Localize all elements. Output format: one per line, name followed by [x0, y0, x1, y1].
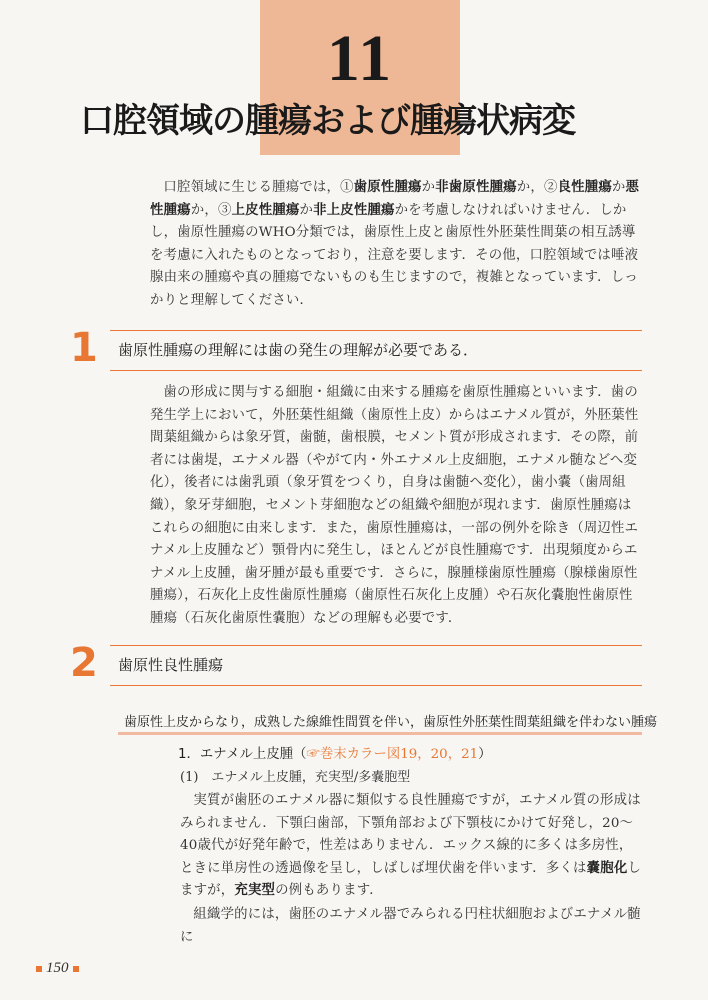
intro-paragraph: 口腔領域に生じる腫瘍では，①歯原性腫瘍か非歯原性腫瘍か，②良性腫瘍か悪性腫瘍か，③上皮性腫瘍か非上皮性腫瘍かを考慮しなければいけません．しかし，歯原性腫瘍のWHO分類では，歯原性上皮と歯原性外胚葉性間葉の相互誘導を考慮に入れたものとなっており，注意を要します．その他，口腔領域では唾液腺由来の腫瘍や真の腫瘍でないものも生じますので，複雑となっています．しっかりと理解してください．	[150, 180, 640, 308]
section-rule	[110, 370, 642, 371]
section-title: 歯原性腫瘍の理解には歯の発生の理解が必要である．	[118, 341, 479, 359]
section-rule	[110, 330, 642, 331]
section-number: 1	[70, 325, 98, 371]
page-number-marker	[36, 966, 42, 972]
section-2-heading	[70, 640, 642, 687]
section-title: 歯原性良性腫瘍	[118, 656, 224, 674]
ameloblastoma-paragraph-1: 実質が歯胚のエナメル器に類似する良性腫瘍ですが，エナメル質の形成はみられません．下顎臼歯部，下顎角部および下顎枝にかけて好発し，20～40歳代が好発年齢で，性差はありません．エックス線的に多くは多房性，ときに単房性の透過像を呈し，しばしば埋伏歯を伴います．多くは嚢胞化しますが，充実型の例もあります．	[180, 793, 642, 899]
ameloblastoma-paragraph-2: 組織学的には，歯胚のエナメル器でみられる円柱状細胞およびエナメル髄に	[180, 907, 641, 945]
page-number-marker	[73, 966, 79, 972]
color-figure-reference: ☞巻末カラー図19，20，21	[306, 747, 479, 762]
chapter-number: 11	[326, 22, 394, 95]
section-rule	[110, 645, 642, 646]
subsection-subtitle: 歯原性上皮からなり，成熟した線維性間質を伴い，歯原性外胚葉性間葉組織を伴わない腫瘍	[118, 713, 642, 735]
section-1-paragraph: 歯の形成に関与する細胞・組織に由来する腫瘍を歯原性腫瘍といいます．歯の発生学上において，外胚葉性組織（歯原性上皮）からはエナメル質が，外胚葉性間葉組織からは象牙質，歯髄，歯根膜，セメント質が形成されます．その際，前者には歯堤，エナメル器（やがて内・外エナメル上皮細胞，エナメル髄などへ変化），後者には歯乳頭（象牙質をつくり，自身は歯髄へ変化），歯小嚢（歯周組織），象牙芽細胞，セメント芽細胞などの組織や細胞が現れます．歯原性腫瘍はこれらの細胞に由来します．また，歯原性腫瘍は，一部の例外を除き（周辺性エナメル上皮腫など）顎骨内に発生し，ほとんどが良性腫瘍です．出現頻度からエナメル上皮腫，歯牙腫が最も重要です．さらに，腺腫様歯原性腫瘍（腺様歯原性腫瘍），石灰化上皮性歯原性腫瘍（歯原性石灰化上皮腫）や石灰化嚢胞性歯原性腫瘍（石灰化歯原性嚢胞）などの理解も必要です．	[150, 385, 639, 626]
section-1-heading	[70, 325, 642, 372]
item-heading-ameloblastoma: 1．エナメル上皮腫（☞巻末カラー図19，20，21）	[178, 747, 492, 762]
page-number: 150	[32, 960, 83, 977]
chapter-title: 口腔領域の腫瘍および腫瘍状病変	[80, 101, 575, 141]
subitem-heading: (1) エナメル上皮腫，充実型/多嚢胞型	[180, 770, 411, 785]
section-rule	[110, 685, 642, 686]
section-number: 2	[70, 640, 98, 686]
